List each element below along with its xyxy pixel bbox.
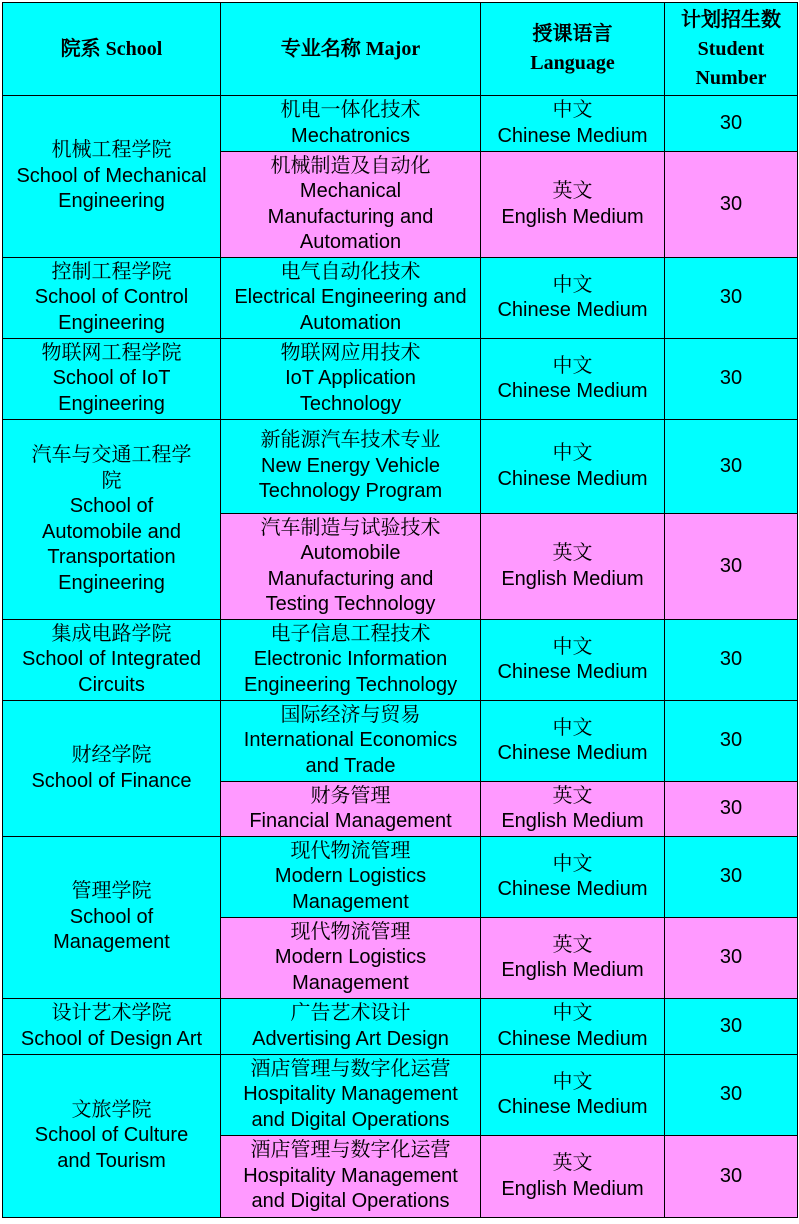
major-cell xyxy=(221,999,481,1055)
major-line: Mechatronics xyxy=(291,124,410,147)
header-language xyxy=(481,3,665,96)
table-row xyxy=(3,96,798,152)
school-line: Management xyxy=(53,931,170,954)
major-line: Manufacturing and xyxy=(267,205,434,228)
student-number-cell: 30 xyxy=(665,514,798,620)
school-line: School of Mechanical xyxy=(16,164,207,187)
major-cell xyxy=(221,1136,481,1218)
language-line: English Medium xyxy=(501,959,644,981)
student-number-cell: 30 xyxy=(665,782,798,837)
major-line: Hospitality Management xyxy=(243,1164,458,1187)
major-line: 财务管理 xyxy=(310,784,391,807)
school-line: and Tourism xyxy=(57,1149,166,1172)
school-line: 集成电路学院 xyxy=(51,622,172,645)
student-number-cell: 30 xyxy=(665,339,798,420)
language-line: 中文 xyxy=(552,635,593,658)
header-school: 院系 School xyxy=(3,3,221,96)
student-number-cell: 30 xyxy=(665,1055,798,1136)
language-line: Chinese Medium xyxy=(497,878,648,900)
school-line: School of IoT xyxy=(52,367,171,390)
header-language-cn: 授课语言 xyxy=(532,23,613,45)
table-row xyxy=(3,1055,798,1136)
school-line: Transportation xyxy=(47,546,176,568)
major-line: Engineering Technology xyxy=(243,673,458,696)
language-cell xyxy=(481,620,665,701)
language-cell xyxy=(481,701,665,782)
major-line: Management xyxy=(292,890,409,913)
language-line: 中文 xyxy=(552,716,593,739)
student-number-cell: 30 xyxy=(665,420,798,514)
major-line: Mechanical xyxy=(299,180,402,202)
table-row xyxy=(3,837,798,918)
major-line: 机电一体化技术 xyxy=(280,99,421,121)
language-line: 中文 xyxy=(552,1070,593,1093)
language-line: English Medium xyxy=(501,205,644,228)
school-line: School of Integrated xyxy=(21,648,201,671)
school-cell xyxy=(3,258,221,339)
student-number-cell: 30 xyxy=(665,918,798,999)
school-line: School of Culture xyxy=(34,1124,189,1147)
school-line: Engineering xyxy=(58,311,165,334)
language-line: 中文 xyxy=(552,1002,593,1024)
table-row xyxy=(3,999,798,1055)
table-body xyxy=(3,96,798,1218)
major-line: New Energy Vehicle xyxy=(261,454,440,477)
major-cell xyxy=(221,420,481,514)
school-cell xyxy=(3,420,221,620)
school-line: School of xyxy=(69,495,154,517)
school-cell xyxy=(3,620,221,701)
table-row xyxy=(3,620,798,701)
language-line: English Medium xyxy=(501,810,644,832)
school-line: 物联网工程学院 xyxy=(41,341,182,364)
major-line: 物联网应用技术 xyxy=(280,341,421,364)
major-line: Testing Technology xyxy=(265,593,436,615)
major-line: Technology Program xyxy=(258,480,443,503)
language-line: Chinese Medium xyxy=(497,1096,648,1118)
student-number-cell: 30 xyxy=(665,1136,798,1218)
major-line: 酒店管理与数字化运营 xyxy=(250,1139,451,1162)
major-cell xyxy=(221,514,481,620)
table-row xyxy=(3,701,798,782)
school-cell xyxy=(3,339,221,420)
language-line: Chinese Medium xyxy=(497,1027,648,1050)
school-line: 院 xyxy=(101,469,122,492)
language-cell xyxy=(481,1055,665,1136)
language-cell xyxy=(481,999,665,1055)
header-language-en: Language xyxy=(530,52,615,74)
language-line: 中文 xyxy=(552,852,593,875)
language-cell xyxy=(481,782,665,837)
header-students-en-1: Student xyxy=(697,37,765,60)
major-line: 电气自动化技术 xyxy=(280,260,421,283)
school-cell xyxy=(3,1055,221,1218)
student-number-cell: 30 xyxy=(665,837,798,918)
language-line: 英文 xyxy=(552,1152,593,1174)
major-cell xyxy=(221,1055,481,1136)
major-line: Manufacturing and xyxy=(267,567,434,590)
major-line: Technology xyxy=(299,392,402,415)
major-line: 汽车制造与试验技术 xyxy=(260,516,441,539)
header-students-en-2: Number xyxy=(695,66,767,89)
major-line: Electronic Information xyxy=(253,648,448,671)
major-cell xyxy=(221,258,481,339)
school-line: Engineering xyxy=(58,571,165,594)
major-line: 酒店管理与数字化运营 xyxy=(250,1057,451,1080)
table-row xyxy=(3,420,798,514)
major-line: Automation xyxy=(299,311,402,334)
major-line: and Digital Operations xyxy=(251,1108,450,1131)
school-cell xyxy=(3,701,221,837)
language-cell xyxy=(481,258,665,339)
table-row xyxy=(3,258,798,339)
major-line: 新能源汽车技术专业 xyxy=(260,429,441,452)
school-line: 控制工程学院 xyxy=(51,260,172,283)
major-line: and Trade xyxy=(305,754,396,777)
language-line: 英文 xyxy=(552,784,593,807)
student-number-cell: 30 xyxy=(665,620,798,701)
language-line: 中文 xyxy=(552,99,593,121)
enrollment-table xyxy=(2,2,798,1218)
school-line: 财经学院 xyxy=(71,744,152,766)
major-line: Hospitality Management xyxy=(243,1083,458,1106)
header-row xyxy=(3,3,798,96)
major-line: 广告艺术设计 xyxy=(290,1002,411,1024)
language-cell xyxy=(481,339,665,420)
major-cell xyxy=(221,96,481,152)
language-cell xyxy=(481,152,665,258)
major-line: 现代物流管理 xyxy=(290,920,411,943)
header-student-number xyxy=(665,3,798,96)
major-cell xyxy=(221,620,481,701)
language-line: 中文 xyxy=(552,273,593,296)
language-cell xyxy=(481,96,665,152)
school-line: School of xyxy=(69,905,154,928)
school-cell xyxy=(3,837,221,999)
student-number-cell: 30 xyxy=(665,701,798,782)
school-line: 设计艺术学院 xyxy=(51,1002,172,1024)
language-cell xyxy=(481,514,665,620)
language-cell xyxy=(481,837,665,918)
school-line: School of Design Art xyxy=(20,1027,203,1050)
language-cell xyxy=(481,1136,665,1218)
school-line: 文旅学院 xyxy=(71,1098,152,1121)
school-line: 管理学院 xyxy=(71,880,152,903)
major-cell xyxy=(221,701,481,782)
school-line: Automobile and xyxy=(42,520,181,543)
major-line: 现代物流管理 xyxy=(290,839,411,862)
major-line: International Economics xyxy=(243,729,458,752)
school-line: Engineering xyxy=(58,392,165,415)
major-cell xyxy=(221,918,481,999)
school-line: 机械工程学院 xyxy=(51,139,172,162)
school-cell xyxy=(3,96,221,258)
header-students-cn: 计划招生数 xyxy=(681,8,781,31)
major-line: and Digital Operations xyxy=(251,1190,450,1213)
language-line: Chinese Medium xyxy=(497,742,648,764)
major-line: 国际经济与贸易 xyxy=(280,703,421,726)
major-line: Automobile xyxy=(300,542,401,564)
major-line: Modern Logistics xyxy=(274,946,427,969)
major-cell xyxy=(221,837,481,918)
major-line: IoT Application xyxy=(285,367,416,390)
language-cell xyxy=(481,420,665,514)
language-line: Chinese Medium xyxy=(497,380,648,402)
major-line: Modern Logistics xyxy=(274,865,427,888)
major-line: Management xyxy=(292,971,409,994)
language-line: Chinese Medium xyxy=(497,124,648,147)
major-line: 机械制造及自动化 xyxy=(270,154,431,177)
language-line: 英文 xyxy=(552,933,593,956)
school-line: Engineering xyxy=(58,190,165,213)
header-major: 专业名称 Major xyxy=(221,3,481,96)
major-cell xyxy=(221,782,481,837)
language-line: 英文 xyxy=(552,542,593,564)
major-cell xyxy=(221,339,481,420)
major-line: Financial Management xyxy=(249,810,452,832)
school-line: School of Control xyxy=(34,286,189,309)
table-row xyxy=(3,339,798,420)
school-line: School of Finance xyxy=(31,769,192,792)
language-line: 英文 xyxy=(552,180,593,202)
student-number-cell: 30 xyxy=(665,152,798,258)
language-line: Chinese Medium xyxy=(497,299,648,321)
language-line: English Medium xyxy=(501,567,644,590)
school-cell xyxy=(3,999,221,1055)
language-line: English Medium xyxy=(501,1177,644,1200)
school-line: 汽车与交通工程学 xyxy=(31,444,192,466)
language-line: 中文 xyxy=(552,354,593,377)
major-line: Automation xyxy=(299,231,402,253)
language-line: Chinese Medium xyxy=(497,467,648,490)
school-line: Circuits xyxy=(78,673,145,696)
major-line: 电子信息工程技术 xyxy=(270,622,431,645)
student-number-cell: 30 xyxy=(665,96,798,152)
major-line: Electrical Engineering and xyxy=(234,286,467,309)
major-line: Advertising Art Design xyxy=(252,1027,449,1050)
student-number-cell: 30 xyxy=(665,999,798,1055)
major-cell xyxy=(221,152,481,258)
language-line: Chinese Medium xyxy=(497,661,648,683)
language-line: 中文 xyxy=(552,442,593,464)
language-cell xyxy=(481,918,665,999)
student-number-cell: 30 xyxy=(665,258,798,339)
